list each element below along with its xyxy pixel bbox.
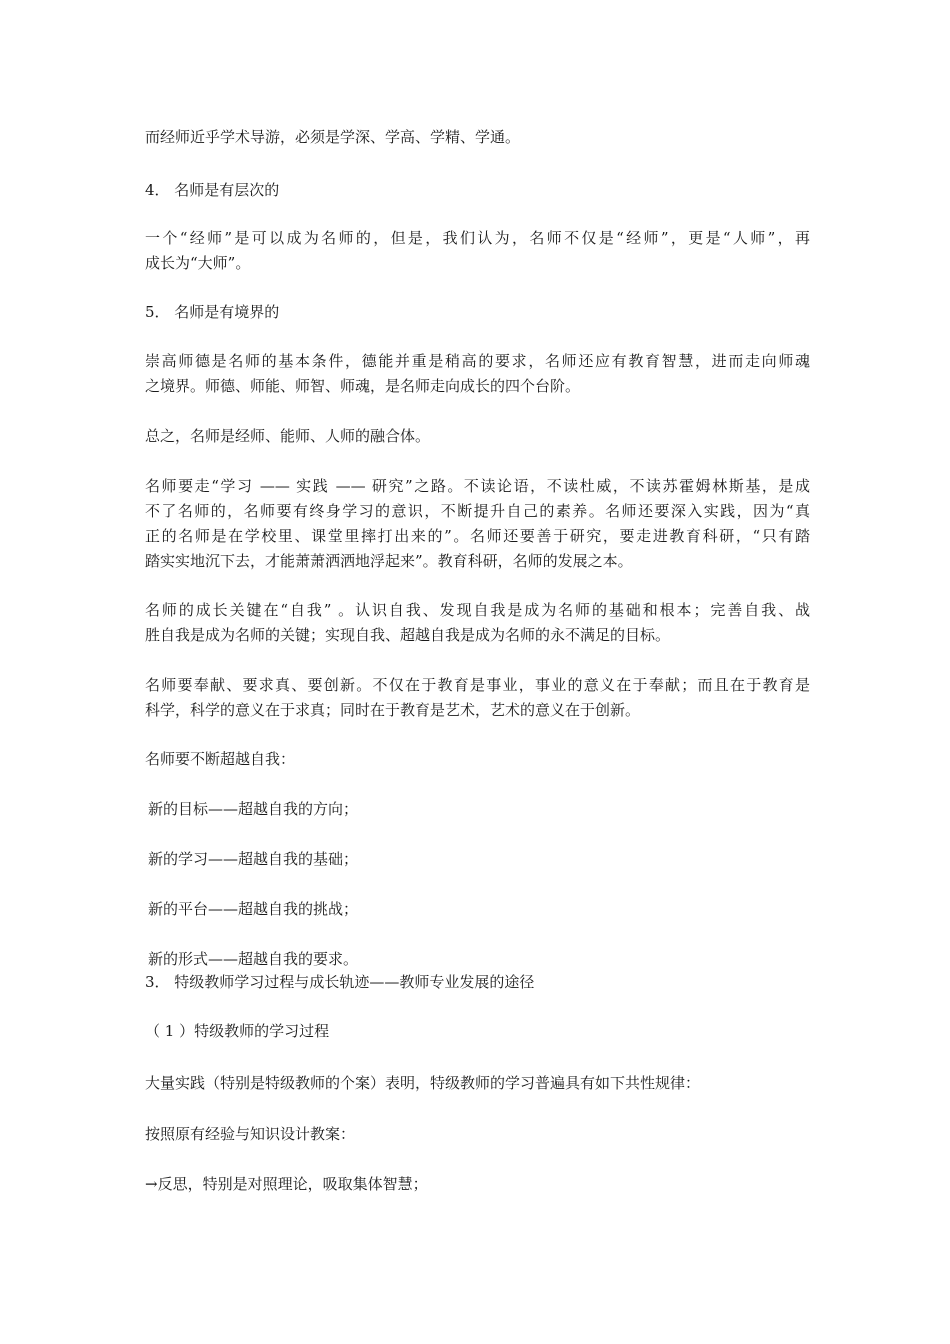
paragraph-line: 崇高师德是名师的基本条件，德能并重是稍高的要求，名师还应有教育智慧，进而走向师魂 [145,352,810,370]
list-item: 新的平台——超越自我的挑战； [148,900,359,918]
section-heading: 4． 名师是有层次的 [145,181,280,199]
list-item: 新的学习——超越自我的基础； [148,850,359,868]
paragraph-line: 而经师近乎学术导游，必须是学深、学高、学精、学通。 [145,128,521,146]
paragraph-line: 总之，名师是经师、能师、人师的融合体。 [145,427,431,445]
paragraph-line: 大量实践（特别是特级教师的个案）表明，特级教师的学习普遍具有如下共性规律： [145,1074,701,1092]
paragraph-line: 名师要不断超越自我： [145,750,296,768]
paragraph-line: 胜自我是成为名师的关键；实现自我、超越自我是成为名师的永不满足的目标。 [145,626,671,644]
list-item: 新的形式——超越自我的要求。 [148,950,359,968]
section-heading: 5． 名师是有境界的 [145,303,280,321]
paragraph-line: 正的名师是在学校里、课堂里摔打出来的”。名师还要善于研究，要走进教育科研，“只有踏 [145,527,810,545]
list-item: 新的目标——超越自我的方向； [148,800,359,818]
paragraph-line: 名师的成长关键在“自我” 。认识自我、发现自我是成为名师的基础和根本；完善自我、战 [145,601,810,619]
paragraph-line: 踏实实地沉下去，才能萧萧洒洒地浮起来”。教育科研，名师的发展之本。 [145,552,633,570]
paragraph-line: 之境界。师德、师能、师智、师魂，是名师走向成长的四个台阶。 [145,377,581,395]
paragraph-line: 一个“经师”是可以成为名师的，但是，我们认为，名师不仅是“经师”，更是“人师”，再 [145,229,810,247]
subsection-heading: （ 1 ）特级教师的学习过程 [145,1022,330,1040]
document-page [145,0,810,1344]
paragraph-line: 按照原有经验与知识设计教案： [145,1125,356,1143]
paragraph-line: 成长为“大师”。 [145,254,251,272]
paragraph-line: 科学，科学的意义在于求真；同时在于教育是艺术，艺术的意义在于创新。 [145,701,641,719]
paragraph-line: 不了名师的，名师要有终身学习的意识，不断提升自己的素养。名师还要深入实践，因为“真 [145,502,810,520]
section-heading: 3． 特级教师学习过程与成长轨迹——教师专业发展的途径 [145,973,535,991]
paragraph-line: →反思，特别是对照理论，吸取集体智慧； [145,1175,428,1193]
paragraph-line: 名师要走“学习 —— 实践 —— 研究”之路。不读论语，不读杜威，不读苏霍姆林斯基，是成 [145,477,810,495]
paragraph-line: 名师要奉献、要求真、要创新。不仅在于教育是事业，事业的意义在于奉献；而且在于教育是 [145,676,810,694]
